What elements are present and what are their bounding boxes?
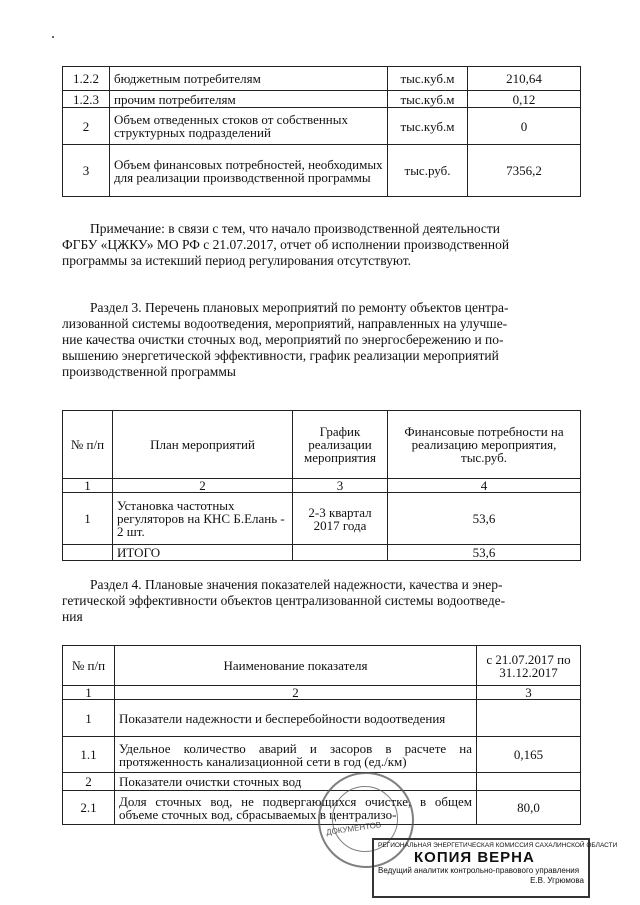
row-cost: 53,6	[388, 493, 581, 545]
stamp-title: КОПИЯ ВЕРНА	[414, 849, 535, 866]
row-value	[477, 700, 581, 737]
table-row	[63, 493, 581, 545]
row-value: 0,12	[468, 91, 581, 108]
row-unit: тыс.куб.м	[388, 67, 468, 91]
row-value: 7356,2	[468, 145, 581, 197]
section4-line: гетической эффективности объектов централизованной системы водоотведе-	[62, 593, 506, 608]
row-value: 210,64	[468, 67, 581, 91]
header-cost: Финансовые потребности на реализацию мероприятия, тыс.руб.	[388, 411, 581, 479]
row-schedule: 2-3 квартал 2017 года	[293, 493, 388, 545]
copy-stamp	[372, 838, 618, 898]
column-number: 1	[63, 479, 113, 493]
row-number: 1.2.2	[63, 67, 110, 91]
stamp-position: Ведущий аналитик контрольно-правового управления	[378, 866, 580, 875]
section4-line: Раздел 4. Плановые значения показателей надежности, качества и энер-	[90, 577, 503, 592]
section4-heading	[62, 577, 582, 625]
row-name: Объем финансовых потребностей, необходимых для реализации производственной программы	[110, 145, 388, 197]
column-number-row	[63, 686, 581, 700]
note-paragraph	[62, 221, 582, 269]
column-number: 4	[388, 479, 581, 493]
row-number: 3	[63, 145, 110, 197]
round-seal-text: ДОКУМЕНТОВ	[325, 820, 382, 837]
table-row	[63, 108, 581, 145]
note-line: программы за истекший период регулирования отсутствуют.	[62, 253, 412, 268]
row-value: 0,165	[477, 737, 581, 773]
column-number-row	[63, 479, 581, 493]
header-plan: План мероприятий	[113, 411, 293, 479]
row-name: Показатели надежности и бесперебойности водоотведения	[115, 700, 477, 737]
table-header-row	[63, 411, 581, 479]
table-row	[63, 737, 581, 773]
column-number: 1	[63, 686, 115, 700]
section4-line: ния	[62, 609, 83, 624]
section3-line: лизованной системы водоотведения, мероприятий, направленных на улучше-	[62, 316, 508, 331]
column-number: 3	[293, 479, 388, 493]
row-value: 80,0	[477, 791, 581, 825]
row-unit: тыс.куб.м	[388, 91, 468, 108]
column-number: 2	[115, 686, 477, 700]
row-value: 0	[468, 108, 581, 145]
row-number: 1.2.3	[63, 91, 110, 108]
section3-line: ние качества очистки сточных вод, мероприятий по энергосбережению и по-	[62, 332, 504, 347]
measures-table	[62, 410, 581, 561]
volumes-table	[62, 66, 581, 197]
indicators-table	[62, 645, 581, 825]
table-row	[63, 67, 581, 91]
header-number: № п/п	[63, 646, 115, 686]
row-number: 1	[63, 493, 113, 545]
table-header-row	[63, 646, 581, 686]
header-period: с 21.07.2017 по 31.12.2017	[477, 646, 581, 686]
total-row	[63, 545, 581, 561]
row-unit: тыс.куб.м	[388, 108, 468, 145]
row-name: Удельное количество аварий и засоров в расчете на протяженность канализационной сети в год (ед./км)	[115, 737, 477, 773]
section3-heading	[62, 300, 582, 380]
column-number: 3	[477, 686, 581, 700]
section3-line: вышению энергетической эффективности, график реализации мероприятий	[62, 348, 499, 363]
table-row	[63, 773, 581, 791]
table-row	[63, 700, 581, 737]
stamp-org: РЕГИОНАЛЬНАЯ ЭНЕРГЕТИЧЕСКАЯ КОМИССИЯ САХАЛИНСКОЙ ОБЛАСТИ	[378, 842, 618, 849]
row-value	[477, 773, 581, 791]
stamp-name: Е.В. Угрюмова	[530, 876, 584, 885]
row-number: 1	[63, 700, 115, 737]
row-number: 2	[63, 108, 110, 145]
total-label: ИТОГО	[113, 545, 293, 561]
row-name: бюджетным потребителям	[110, 67, 388, 91]
total-value: 53,6	[388, 545, 581, 561]
table-row	[63, 91, 581, 108]
note-line: ФГБУ «ЦЖКУ» МО РФ с 21.07.2017, отчет об исполнении производственной	[62, 237, 510, 252]
scan-speck	[52, 36, 54, 38]
row-number: 2	[63, 773, 115, 791]
row-plan: Установка частотных регуляторов на КНС Б.Елань - 2 шт.	[113, 493, 293, 545]
table-row	[63, 145, 581, 197]
header-indicator: Наименование показателя	[115, 646, 477, 686]
header-number: № п/п	[63, 411, 113, 479]
row-name: Доля сточных вод, не подвергающихся очистке, в общем объеме сточных вод, сбрасываемых в централизо-	[115, 791, 477, 825]
header-schedule: График реализации мероприятия	[293, 411, 388, 479]
row-number: 1.1	[63, 737, 115, 773]
row-unit: тыс.руб.	[388, 145, 468, 197]
section3-line: производственной программы	[62, 364, 236, 379]
row-number: 2.1	[63, 791, 115, 825]
column-number: 2	[113, 479, 293, 493]
row-name: прочим потребителям	[110, 91, 388, 108]
section3-line: Раздел 3. Перечень плановых мероприятий по ремонту объектов центра-	[90, 300, 509, 315]
row-name: Объем отведенных стоков от собственных структурных подразделений	[110, 108, 388, 145]
row-name: Показатели очистки сточных вод	[115, 773, 477, 791]
note-line: Примечание: в связи с тем, что начало производственной деятельности	[90, 221, 501, 236]
